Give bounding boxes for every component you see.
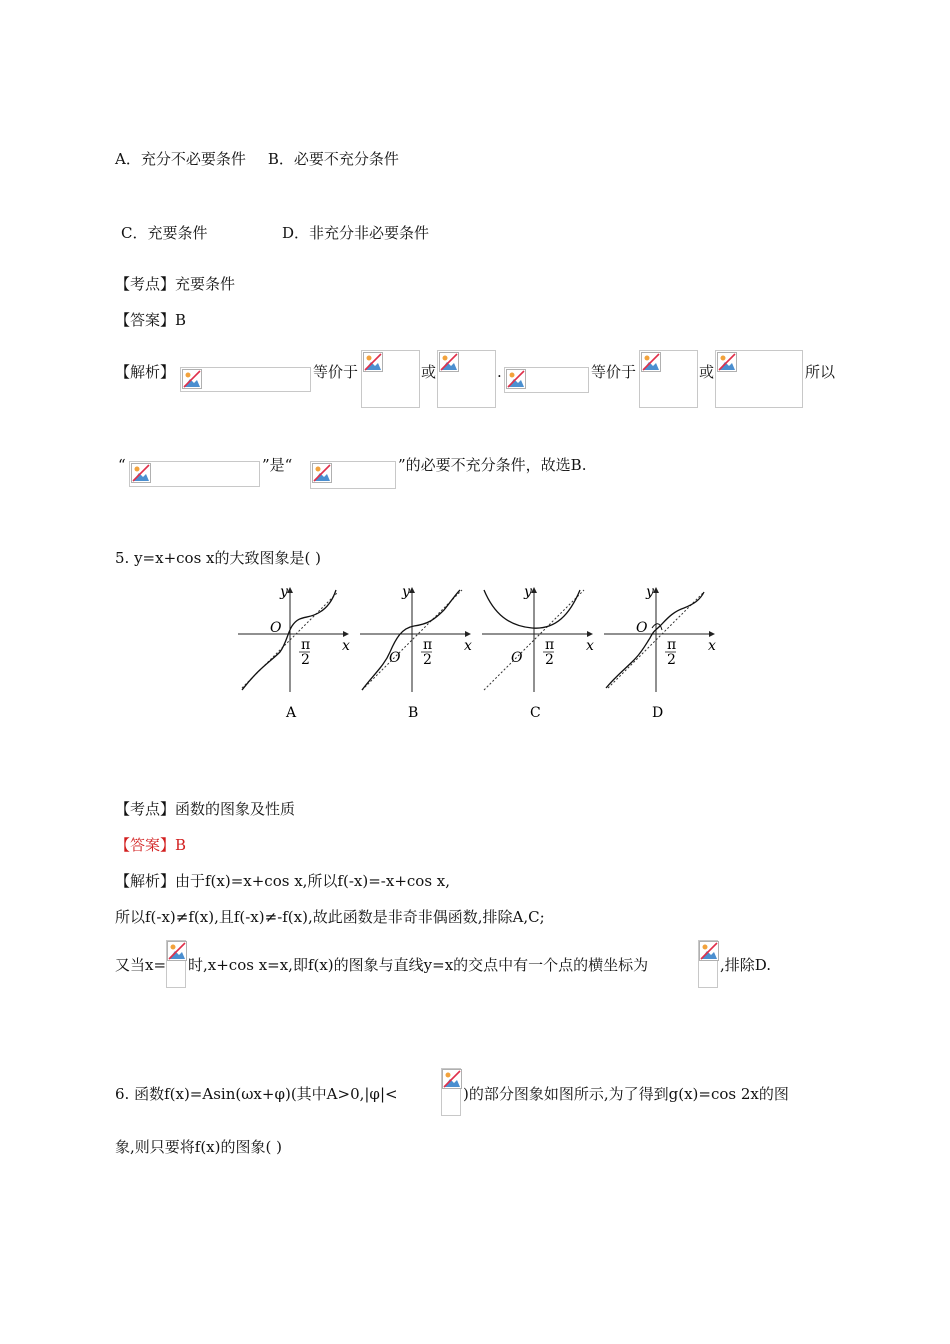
graph-label-b: B bbox=[408, 705, 419, 721]
option-row-ab bbox=[115, 149, 399, 169]
broken-image-icon bbox=[363, 352, 383, 372]
graph-b bbox=[360, 584, 472, 721]
formula-image bbox=[129, 461, 260, 487]
quote-mid: ”是“ bbox=[262, 456, 293, 474]
dot-text: . bbox=[497, 363, 502, 381]
or-text-2: 或 bbox=[699, 363, 715, 381]
quote-open: “ bbox=[118, 456, 126, 474]
graph-label-a: A bbox=[286, 705, 297, 721]
q5-jiexi-2: 所以f(-x)≠f(x),且f(-x)≠-f(x),故此函数是非奇非偶函数,排除A,C; bbox=[115, 908, 545, 926]
x-axis-label: x bbox=[708, 638, 716, 654]
y-axis-label: y bbox=[524, 584, 532, 600]
broken-image-icon bbox=[131, 463, 151, 483]
broken-image-icon bbox=[182, 369, 202, 389]
formula-image bbox=[180, 367, 311, 392]
x-axis-label: x bbox=[342, 638, 350, 654]
graph-label-c: C bbox=[530, 705, 541, 721]
q5-question: 5. y=x+cos x的大致图象是( ) bbox=[115, 549, 321, 567]
broken-image-icon bbox=[717, 352, 737, 372]
graph-label-d: D bbox=[652, 705, 664, 721]
two-label: 2 bbox=[667, 652, 676, 668]
eq-text-1: 等价于 bbox=[313, 363, 359, 381]
pi-label: π bbox=[423, 637, 433, 653]
q4-kaodian: 【考点】充要条件 bbox=[115, 275, 236, 293]
broken-image-icon bbox=[167, 941, 187, 961]
q5-jiexi-3a: 又当x= bbox=[115, 956, 167, 974]
formula-image bbox=[310, 461, 396, 489]
formula-image bbox=[715, 350, 803, 408]
formula-image bbox=[441, 1068, 461, 1116]
q5-jiexi-3b: 时,x+cos x=x,即f(x)的图象与直线y=x的交点中有一个点的横坐标为 bbox=[188, 956, 649, 974]
q5-jiexi-1: 【解析】由于f(x)=x+cos x,所以f(-x)=-x+cos x, bbox=[115, 872, 451, 890]
broken-image-icon bbox=[506, 369, 526, 389]
formula-image bbox=[166, 940, 186, 988]
formula-image bbox=[698, 940, 718, 988]
suoyi-text: 所以 bbox=[805, 363, 836, 381]
graph-a bbox=[238, 584, 350, 721]
option-d: D．非充分非必要条件 bbox=[282, 224, 430, 242]
q4-answer: 【答案】B bbox=[115, 311, 187, 329]
or-text-1: 或 bbox=[421, 363, 437, 381]
graph-d bbox=[604, 584, 716, 721]
q6-line1a: 6. 函数f(x)=Asin(ωx+φ)(其中A>0,|φ|< bbox=[115, 1085, 398, 1103]
quote-end: ”的必要不充分条件，故选B. bbox=[398, 456, 587, 474]
origin-label: O bbox=[636, 620, 648, 636]
two-label: 2 bbox=[545, 652, 554, 668]
pi-label: π bbox=[667, 637, 677, 653]
q6-line1b: )的部分图象如图所示,为了得到g(x)=cos 2x的图 bbox=[463, 1085, 789, 1103]
formula-image bbox=[504, 367, 589, 393]
q5-kaodian: 【考点】函数的图象及性质 bbox=[115, 800, 296, 818]
x-axis-label: x bbox=[464, 638, 472, 654]
pi-label: π bbox=[301, 637, 311, 653]
q4-jiexi-label: 【解析】 bbox=[115, 363, 176, 381]
y-axis-label: y bbox=[646, 584, 654, 600]
formula-image bbox=[639, 350, 698, 408]
origin-label: O bbox=[511, 650, 523, 666]
option-c: C．充要条件 bbox=[121, 224, 208, 242]
q6-line2: 象,则只要将f(x)的图象( ) bbox=[115, 1138, 282, 1156]
origin-label: O bbox=[270, 620, 282, 636]
q5-jiexi-3c: ,排除D. bbox=[720, 956, 772, 974]
broken-image-icon bbox=[699, 941, 719, 961]
y-axis-label: y bbox=[280, 584, 288, 600]
two-label: 2 bbox=[301, 652, 310, 668]
broken-image-icon bbox=[442, 1069, 462, 1089]
x-axis-label: x bbox=[586, 638, 594, 654]
pi-label: π bbox=[545, 637, 555, 653]
graph-c bbox=[482, 584, 594, 721]
q5-graphs bbox=[230, 582, 730, 727]
eq-text-2: 等价于 bbox=[591, 363, 637, 381]
two-label: 2 bbox=[423, 652, 432, 668]
y-axis-label: y bbox=[402, 584, 410, 600]
broken-image-icon bbox=[439, 352, 459, 372]
q5-answer: 【答案】B bbox=[115, 836, 187, 854]
formula-image bbox=[437, 350, 496, 408]
option-b: B．必要不充分条件 bbox=[267, 150, 399, 168]
option-a: A．充分不必要条件 bbox=[115, 150, 246, 168]
formula-image bbox=[361, 350, 420, 408]
broken-image-icon bbox=[312, 463, 332, 483]
origin-label: O bbox=[389, 650, 401, 666]
broken-image-icon bbox=[641, 352, 661, 372]
